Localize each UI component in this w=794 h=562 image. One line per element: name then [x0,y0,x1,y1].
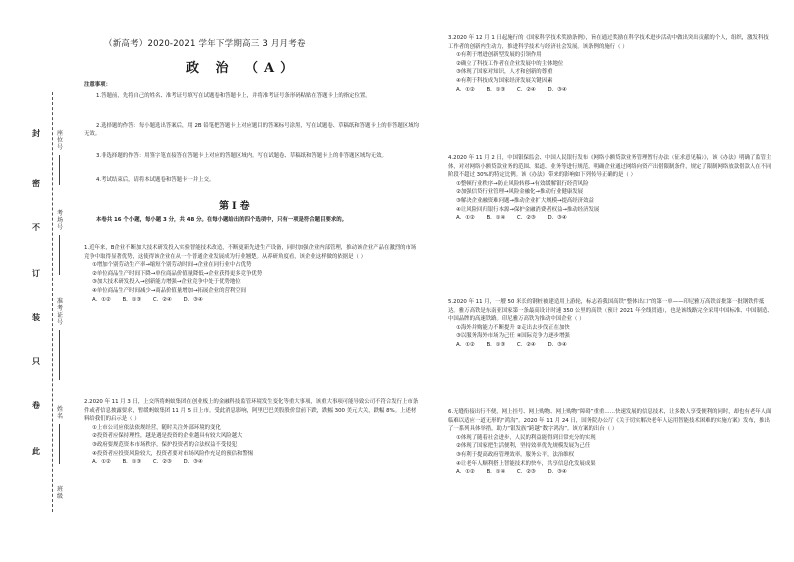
answer-choices: A．①② B．①③ C．②④ D．③④ [456,341,567,348]
question-option: ①整顿行业秩序→防止风险转移→有效缓解银行经营风险 [456,180,589,187]
note-item: 1.答题前，先将自己的姓名、准考证号填写在试题卷和答题卡上，并将准考证号条形码粘贴在答题卡上的指定位置。 [96,93,371,99]
question-option: ②投资者应保持理性，越是遇是投资的企业越具有较大风险越大 [92,433,243,440]
note-item: 4.考试结束后，请将本试题卷和答题卡一并上交。 [96,177,215,183]
question-6 [448,408,774,477]
seal-char: 订 [32,269,40,278]
question-option: ④有利于科技成为国家经济发展关键因素 [456,77,553,84]
question-option: ①体现了随着社会进步，人民的利益能得到日常充分的实现 [456,434,596,441]
answer-choices: A．①② B．①③ C．②④ D．③④ [92,296,203,303]
question-stem: 6.无缝衔接出行不便，网上挂号、网上购物、网上购物“障碍”重重……快速发展的信息技术，让多数人享受便利的同时，却也有老年人面临难以适应一道无形的“鸿沟”。2020 年 11 月 24 日，国务院办公厅《关于切实解决老年人运用智能技术困难的实施方案》发布，推出了一系列具体举措，助力“银发族”跨越“数字鸿沟”。该方案的出台（ ） [448,409,772,433]
question-option: ②单位商品生产时间下降→单位商品价值量降低→企业获得更多竞争优势 [92,270,263,277]
class-label: 班级 [57,486,64,500]
question-3 [448,34,774,94]
admission-number-line [59,330,60,380]
question-option: ③解决企业融资难问题→推动企业扩大规模→提高经济效益 [456,197,594,204]
seal-char: 不 [32,223,40,232]
question-4 [448,154,774,223]
question-option: ④投资者应投资风险较大，投资者要对市场风险作充足的预估和警惕 [92,450,254,457]
question-stem: 2.2020 年 11 月 3 日，上交所将蚂蚁集团在创业板上的金融科技监管环境发生变化等重大事项，该重大事项可能导致公司不符合发行上市条件或者信息披露要求，暂缓蚂蚁集团 11 月 5 日上市。受此消息影响，阿里巴巴美股股价盘前下跌，跌幅 300 美元大关，跌幅 8%。上述材料给我们的启示是（ ） [84,399,419,423]
seal-char: 装 [32,313,40,322]
question-option: ②体现了国家把生活便利，坚持效率优先规模发展为己任 [456,443,591,450]
question-option: ②加强信贷行业管理→风险金融化→推动行业健康发展 [456,189,584,196]
section-title: 第Ⅰ卷 [219,201,253,212]
question-option: ②确立了科技工作者在企业发展中的主体地位 [456,60,564,67]
exam-title: （新高考）2020-2021 学年下学期高三 3 月月考卷 [104,39,306,49]
question-stem: 1.近年来，B企业不断加大技术研发投入实验智能技术改造，不断更新先进生产设备，同时加强企业内部管理，推动该企业产品在激烈的市场竞争中取得显著优势，这使得该企业在从一个普通企业发展成为行业翘楚。从养研角度看，该企业这样做的依据是（ ） [84,245,417,260]
seal-char: 封 [32,129,40,138]
name-label: 姓名 [57,406,64,420]
answer-choices: A．①② B．①④ C．②③ D．③④ [456,215,567,222]
question-option: ③体现了国家对知识，人才和创新的尊重 [456,69,553,76]
exam-room-line [59,235,60,275]
question-option: ③有利于提高政府管理效率，服务公平，法治维权 [456,451,575,458]
binding-margin [0,0,72,562]
question-stem: 5.2020 年 11 月，一艘 50 米长的钢桩被建造用上游轮，标志着我国高铁“整体出口”的第一单——印尼雅万高铁首批第一批钢铁件抵达。雅万高铁是东南亚国家第一条最高设计时速 350 公里的高铁（预计 2021 年全线贯通），也是该线路完全采用中国标准、中国制造、中国品牌的高速铁路。印尼雅万高铁为推动中国企业（ ） [448,299,773,323]
seal-char: 只 [32,357,40,366]
question-stem: 3.2020 年 12 月 1 日起施行的《国家科学技术奖励条例》，旨在通过奖励在科学技术进步活动中做出突出贡献的个人，组织，激发科技工作者的创新内生动力，推进科学技术与经济社会发展。该条例的施行（ ） [448,35,769,50]
seat-number-label: 座位号 [57,130,64,151]
seat-number-line [59,155,60,185]
answer-choices: A．①② B．①④ C．②③ D．③④ [456,469,567,476]
question-5 [448,298,774,350]
question-1 [84,244,420,304]
question-option: ③政府要规范资本市场秩序，保护投资者的合法权益不受侵犯 [92,441,237,448]
subject-title: 政 治 （A） [186,61,300,76]
question-option: ③加大技术研发投入→创新能力增强→企业竞争中处于优势地位 [92,279,241,286]
seal-char: 此 [32,447,40,456]
note-item: 2.选择题的作答：每小题选出答案后，用 2B 铅笔把答题卡上对应题目的答案标号涂黑，写在试题卷、草稿纸和答题卡上的非答题区域均无效。 [84,123,419,138]
exam-room-label: 考场号 [57,210,64,231]
seal-char: 密 [32,179,40,188]
question-option: ①增加个别劳动生产率→缩短个别劳动时间→企业在同行业中占优势 [92,262,252,269]
question-option: ④让风险回归银行本源→保护金融消费者权益→推动经济发展 [456,206,600,213]
seal-line [52,92,53,512]
question-option: ③以服务海外市场为己任 ④国际竞争力逐步增强 [456,333,570,340]
seal-char: 卷 [32,401,40,410]
question-option: ④单位商品生产时间减少→商品价值量增加→拓展企业的营利空间 [92,287,247,294]
admission-number-label: 准考证号 [57,298,64,326]
question-2 [84,398,420,467]
question-option: ①海外并购能力不断提升 ②走出去步伐正在加快 [456,324,570,331]
question-stem: 4.2020 年 11 月 2 日，中国银保监会、中国人民银行发布《网络小额贷款业务管理暂行办法（征求意见稿）》，该《办法》明确了监管主体，对对网络小额贷款业务的范围、渠道、业务等进行规范，明确企业通过网络向资产出借限制条件，规定了限制网络放款借款人在不同阶段不超过 30%的特定比例。该《办法》带来的影响如下列传导正确的是（ ） [448,155,772,179]
answer-choices: A．①② B．①③ C．②④ D．③④ [456,86,567,93]
name-line [59,424,60,464]
note-item: 3.非选择题的作答：用签字笔直接答在答题卡上对应的答题区域内。写在试题卷、草稿纸和答题卡上的非答题区域均无效。 [96,153,387,159]
section-instruction: 本卷共 16 个小题，每小题 3 分，共 48 分。在每小题给出的四个选项中，只有一项是符合题目要求的。 [96,217,348,223]
question-option: ④让老年人顺利搭上智能技术的快车，共享信息化发展成果 [456,460,596,467]
question-option: ①上市公司应依法依规经营，随时关注外部环境的变化 [92,424,221,431]
notes-heading: 注意事项： [84,82,111,88]
question-option: ①有利于增进创新型发展的引领作用 [456,52,542,59]
answer-choices: A．①② B．①③ C．②③ D．③④ [92,459,203,466]
